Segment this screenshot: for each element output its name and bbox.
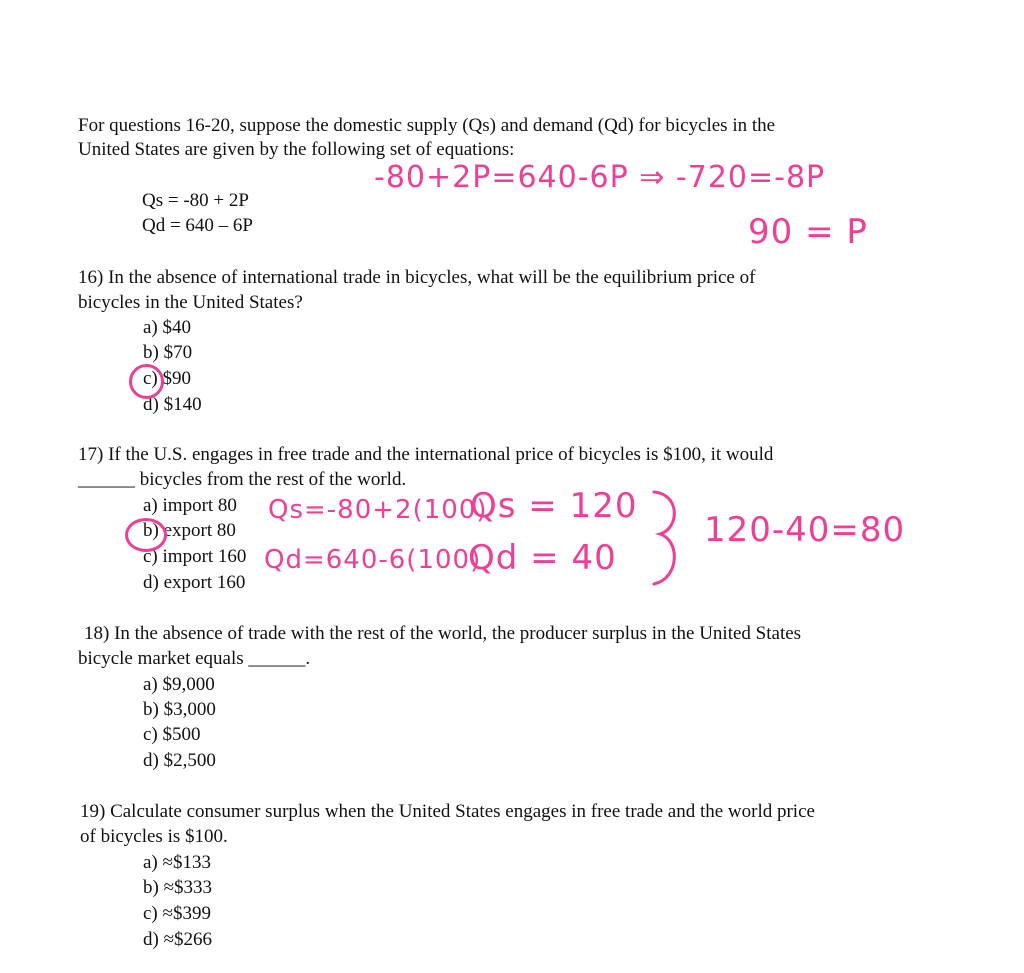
q18-option-c: c) $500 xyxy=(143,724,201,745)
question-19-line-2: of bicycles is $100. xyxy=(80,826,228,847)
supply-equation: Qs = -80 + 2P xyxy=(142,190,249,211)
q16-option-a: a) $40 xyxy=(143,317,192,338)
q19-option-a: a) ≈$133 xyxy=(143,852,211,873)
q18-option-a: a) $9,000 xyxy=(143,674,215,695)
handwritten-brace xyxy=(646,488,692,588)
q16-option-b: b) $70 xyxy=(143,342,193,363)
intro-line-1: For questions 16-20, suppose the domestic supply (Qs) and demand (Qd) for bicycles in the xyxy=(78,115,776,136)
handwritten-equilibrium-work: -80+2P=640-6P ⇒ -720=-8P xyxy=(374,160,826,195)
intro-line-2: United States are given by the following set of equations: xyxy=(78,139,515,160)
handwritten-qs-result: Qs = 120 xyxy=(470,486,638,526)
handwritten-price-result: 90 = P xyxy=(748,212,868,252)
q17-option-b: b) export 80 xyxy=(143,520,236,541)
demand-equation: Qd = 640 – 6P xyxy=(142,215,254,236)
handwritten-qs-calc: Qs=-80+2(100) xyxy=(268,495,488,525)
question-17-line-2: ______ bicycles from the rest of the world. xyxy=(78,469,407,490)
q19-option-c: c) ≈$399 xyxy=(143,903,211,924)
q17-option-c: c) import 160 xyxy=(143,546,247,567)
handwritten-qd-calc: Qd=640-6(100) xyxy=(264,545,482,575)
handwritten-qd-result: Qd = 40 xyxy=(468,538,617,578)
question-19-line-1: 19) Calculate consumer surplus when the United States engages in free trade and the world price xyxy=(80,801,815,822)
q16-option-d: d) $140 xyxy=(143,394,202,415)
q19-option-b: b) ≈$333 xyxy=(143,877,213,898)
question-16-line-1: 16) In the absence of international trade in bicycles, what will be the equilibrium price of xyxy=(78,267,756,288)
q17-option-a: a) import 80 xyxy=(143,495,237,516)
handwritten-difference: 120-40=80 xyxy=(704,510,906,550)
q18-option-d: d) $2,500 xyxy=(143,750,216,771)
q17-answer-circle xyxy=(125,518,167,552)
question-17-line-1: 17) If the U.S. engages in free trade and the international price of bicycles is $100, it would xyxy=(78,444,774,465)
question-16-line-2: bicycles in the United States? xyxy=(78,292,303,313)
question-18-line-2: bicycle market equals ______. xyxy=(78,648,311,669)
q16-answer-circle xyxy=(129,364,164,399)
question-18-line-1: 18) In the absence of trade with the rest of the world, the producer surplus in the United States xyxy=(84,623,802,644)
q19-option-d: d) ≈$266 xyxy=(143,929,213,950)
q16-option-c: c) $90 xyxy=(143,368,192,389)
q17-option-d: d) export 160 xyxy=(143,572,246,593)
q18-option-b: b) $3,000 xyxy=(143,699,216,720)
